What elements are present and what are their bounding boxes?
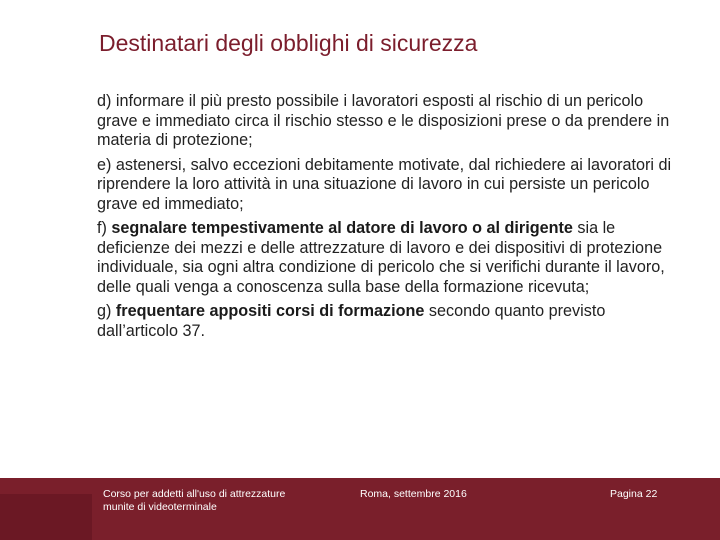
paragraph-d-text: d) informare il più presto possibile i lavoratori esposti al rischio di un pericolo grave e immediato circa il rischio stesso e le disposizioni prese o da prendere in materia di protezione;	[97, 92, 670, 149]
paragraph-e-text: e) astenersi, salvo eccezioni debitamente motivate, dal richiedere ai lavoratori di riprendere la loro attività in una situazione di lavoro in cui persiste un pericolo grave ed immediato;	[97, 155, 672, 213]
paragraph-g-prefix: g)	[97, 302, 116, 320]
paragraph-f-emphasis: segnalare tempestivamente al datore di lavoro o al dirigente	[111, 219, 573, 237]
paragraph-g-text: secondo quanto previsto dall’articolo 37.	[97, 302, 606, 340]
paragraph-e	[97, 156, 687, 215]
slide-body	[97, 92, 687, 346]
footer-page-number: Pagina 22	[610, 488, 658, 500]
paragraph-d	[97, 92, 687, 151]
paragraph-f	[97, 219, 687, 297]
slide-title: Destinatari degli obblighi di sicurezza	[99, 30, 478, 56]
paragraph-f-text: sia le deficienze dei mezzi e delle attrezzature di lavoro e dei dispositivi di protezione individuale, sia ogni altra condizione di pericolo che si verifichi durante il lavoro, delle quali venga a conoscenza sulla base della formazione ricevuta;	[97, 219, 665, 296]
footer-date: Roma, settembre 2016	[360, 488, 467, 500]
paragraph-g	[97, 302, 687, 341]
footer-course-name: Corso per addetti all'uso di attrezzature munite di videoterminale	[103, 488, 286, 513]
footer-accent-block	[0, 494, 92, 540]
paragraph-g-emphasis: frequentare appositi corsi di formazione	[115, 302, 425, 320]
paragraph-f-prefix: f)	[97, 219, 112, 237]
